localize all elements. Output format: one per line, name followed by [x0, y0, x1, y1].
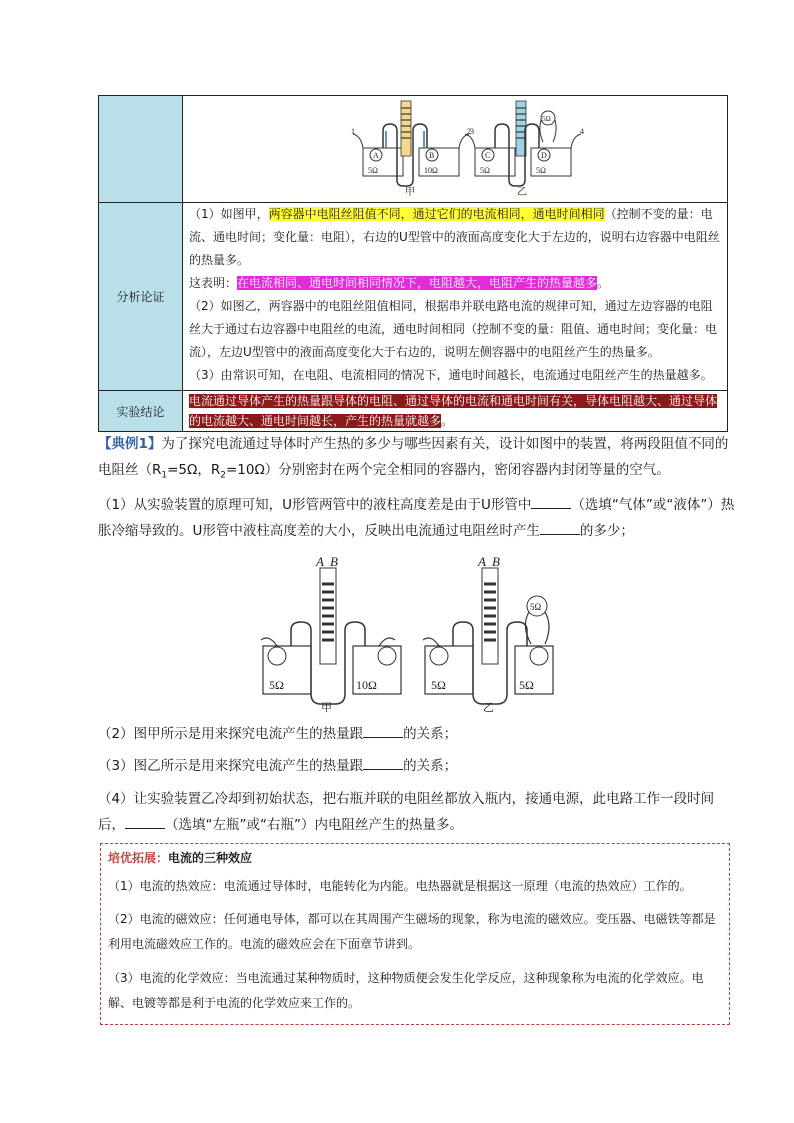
answer-blank[interactable]	[363, 755, 403, 770]
question-4: （4）让实验装置乙冷却到初始状态，把右瓶并联的电阻丝都放入瓶内，接通电源，此电路工作一段时间后， （选填“左瓶”或“右瓶”）内电阻丝产生的热量多。	[98, 791, 715, 833]
question-3: （3）图乙所示是用来探究电流产生的热量跟 的关系；	[98, 753, 738, 779]
resistance-label: 5Ω	[368, 166, 378, 175]
figure-caption: 乙	[517, 187, 527, 198]
question-2: （2）图甲所示是用来探究电流产生的热量跟 的关系；	[98, 721, 738, 747]
analysis-p4: （3）由常识可知，在电阻、电流相同的情况下，通电时间越长，电流通过电阻丝产生的热量越多。	[189, 368, 713, 382]
table-side-empty	[99, 96, 183, 203]
analysis-p1: （1）如图甲，两容器中电阻丝阻值不同，通过它们的电流相同，通电时间相同（控制不变的量：电流、通电时间；变化量：电阻），右边的U型管中的液面高度变化大于左边的，说明右边容器中电阻丝的热量多。	[189, 207, 720, 267]
resistance-label: 5Ω	[542, 115, 551, 123]
resistance-label: 10Ω	[356, 678, 377, 692]
tube-label-B: B	[330, 554, 338, 569]
container-label: B	[429, 151, 435, 160]
resistance-label: 5Ω	[431, 678, 446, 692]
extension-box	[100, 843, 730, 1025]
highlight-darkred: 电流通过导体产生的热量跟导体的电阻、通过导体的电流和通电时间有关，导体电阻越大、通过导体的电流越大、通电时间越长，产生的热量就越多	[189, 394, 718, 428]
highlight-magenta: 在电流相同、通电时间相同情况下，电阻越大，电阻产生的热量越多	[237, 276, 598, 290]
example-tag: 【典例1】	[98, 436, 162, 452]
analysis-label: 分析论证	[99, 203, 183, 391]
terminal-label: 3	[470, 127, 474, 136]
highlight-yellow: 两容器中电阻丝阻值不同，通过它们的电流相同，通电时间相同	[268, 207, 605, 221]
tube-label-B: B	[492, 554, 500, 569]
resistance-label: 5Ω	[269, 678, 284, 692]
conclusion-content: 电流通过导体产生的热量跟导体的电阻、通过导体的电流和通电时间有关，导体电阻越大、通过导体的电流越大、通电时间越长，产生的热量就越多。	[183, 391, 728, 432]
resistance-label: 5Ω	[519, 678, 534, 692]
extension-p3: （3）电流的化学效应：当电流通过某种物质时，这种物质便会发生化学反应，这种现象称为电流的化学效应。电解、电镀等都是利于电流的化学效应来工作的。	[108, 971, 704, 1010]
question-1: （1）从实验装置的原理可知，U形管两管中的液柱高度差是由于U形管中 （选填“气体”或“液体”）热胀冷缩导致的。U形管中液柱高度差的大小，反映出电流通过电阻丝时产生 的多少；	[98, 492, 738, 544]
answer-blank[interactable]	[531, 494, 571, 509]
container-label: A	[373, 151, 379, 160]
table-image-cell	[183, 96, 728, 203]
resistance-label: 5Ω	[480, 166, 490, 175]
figure-caption: 甲	[321, 701, 332, 714]
analysis-p3: （2）如图乙，两容器中的电阻丝阻值相同，根据串并联电路电流的规律可知，通过左边容器的电阻丝大于通过右边容器中电阻丝的电流，通电时间相同（控制不变的量：阻值、通电时间；变化量：电流），左边U型管中的液面高度变化大于右边的，说明左侧容器中的电阻丝产生的热量多。	[189, 299, 718, 359]
example-intro: 【典例1】为了探究电流通过导体时产生热的多少与哪些因素有关，设计如图中的装置，将两段阻值不同的电阻丝（$R_1=5\Omega$，$R_2=10\Omega$）分别密封在两个完全相同的容器内，密闭容器内封闭等量的空气。	[98, 436, 729, 481]
resistance-label: 10Ω	[424, 166, 438, 175]
terminal-label: 1	[351, 127, 355, 136]
conclusion-label: 实验结论	[99, 391, 183, 432]
extension-p2: （2）电流的磁效应：任何通电导体，都可以在其周围产生磁场的现象，称为电流的磁效应。变压器、电磁铁等都是利用电流磁效应工作的。电流的磁效应会在下面章节讲到。	[108, 912, 716, 951]
answer-blank[interactable]	[125, 814, 165, 829]
extension-p1: （1）电流的热效应：电流通过导体时，电能转化为内能。电热器就是根据这一原理（电流的热效应）工作的。	[108, 879, 692, 893]
analysis-content	[183, 203, 728, 391]
tube-label-A: A	[316, 554, 324, 569]
container-label: C	[485, 151, 491, 160]
answer-blank[interactable]	[540, 520, 580, 535]
apparatus-large-figure	[255, 554, 555, 714]
terminal-label: 2	[467, 127, 471, 136]
figure-caption: 乙	[483, 701, 494, 714]
container-label: D	[541, 151, 547, 160]
figure-caption: 甲	[405, 187, 415, 198]
resistance-label: 5Ω	[530, 602, 542, 612]
terminal-label: 4	[580, 127, 584, 136]
apparatus-small-figure	[183, 96, 727, 199]
extension-title: 培优拓展：电流的三种效应	[108, 851, 253, 865]
answer-blank[interactable]	[363, 723, 403, 738]
analysis-p2: 这表明：在电流相同、通电时间相同情况下，电阻越大，电阻产生的热量越多。	[189, 276, 610, 290]
experiment-table	[98, 95, 728, 432]
resistance-label: 5Ω	[536, 166, 546, 175]
tube-label-A: A	[478, 554, 486, 569]
